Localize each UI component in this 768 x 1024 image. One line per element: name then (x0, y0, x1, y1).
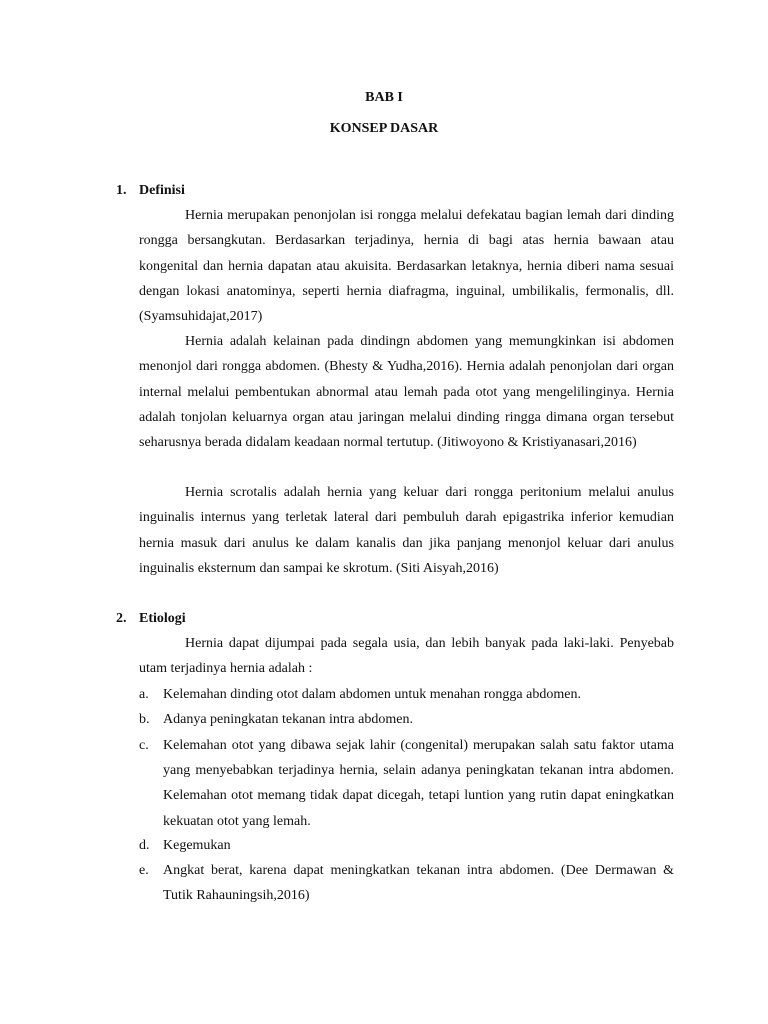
list-marker: c. (139, 738, 149, 753)
list-marker: b. (139, 712, 150, 727)
paragraph: Hernia scrotalis adalah hernia yang keluar dari rongga peritonium melalui anulus inguinalis internus yang terletak lateral dari pembuluh darah epigastrika inferior kemudian hernia masuk dari anulus ke dalam kanalis dan jika panjang menonjol keluar dari anulus inguinalis eksternum dan sampai ke skrotum. (Siti Aisyah,2016) (139, 485, 674, 576)
list-item (139, 858, 674, 908)
list-item (139, 682, 674, 707)
list-item-text: Kelemahan dinding otot dalam abdomen untuk menahan rongga abdomen. (163, 687, 581, 702)
list-marker: d. (139, 838, 150, 853)
list-marker: a. (139, 687, 149, 702)
paragraph: Hernia dapat dijumpai pada segala usia, dan lebih banyak pada laki-laki. Penyebab utam terjadinya hernia adalah : (139, 636, 674, 677)
list-item (139, 733, 674, 834)
list-item-text: Adanya peningkatan tekanan intra abdomen. (163, 712, 413, 727)
paragraph: Hernia adalah kelainan pada dindingn abdomen yang memungkinkan isi abdomen menonjol dari rongga abdomen. (Bhesty & Yudha,2016). Hernia adalah penonjolan dari organ internal melalui pembentukan abnormal atau lemah pada otot yang mengelilinginya. Hernia adalah tonjolan keluarnya organ atau jaringan melalui dinding ringga dimana organ tersebut seharusnya berada didalam keadaan normal tertutup. (Jitiwoyono & Kristiyanasari,2016) (139, 334, 674, 451)
list-marker: e. (139, 863, 149, 878)
section-number: 1. (116, 183, 127, 198)
list-item-text: Kelemahan otot yang dibawa sejak lahir (congenital) merupakan salah satu faktor utama yang menyebabkan terjadinya hernia, selain adanya peningkatan tekanan intra abdomen. Kelemahan otot memang tidak dapat dicegah, tetapi luntion yang rutin dapat eningkatkan kekuatan otot yang lemah. (163, 738, 674, 829)
chapter-title: KONSEP DASAR (329, 121, 439, 136)
section-heading-etiologi (116, 609, 186, 629)
section-heading-definisi (116, 181, 185, 201)
list-item-text: Kegemukan (163, 838, 231, 853)
section-number: 2. (116, 611, 127, 626)
paragraph: Hernia merupakan penonjolan isi rongga melalui defekatau bagian lemah dari dinding rongga bersangkutan. Berdasarkan terjadinya, hernia di bagi atas hernia bawaan atau kongenital dan hernia dapatan atau akuisita. Berdasarkan letaknya, hernia diberi nama sesuai dengan lokasi anatominya, seperti hernia diafragma, inguinal, umbilikalis, fermonalis, dll. (Syamsuhidajat,2017) (139, 208, 674, 325)
list-item (139, 707, 674, 732)
section-title: Definisi (139, 183, 185, 198)
list-item (139, 833, 674, 858)
chapter-label: BAB I (365, 90, 403, 105)
section-title: Etiologi (139, 611, 186, 626)
list-item-text: Angkat berat, karena dapat meningkatkan tekanan intra abdomen. (Dee Dermawan & Tutik Rahauningsih,2016) (163, 863, 674, 904)
